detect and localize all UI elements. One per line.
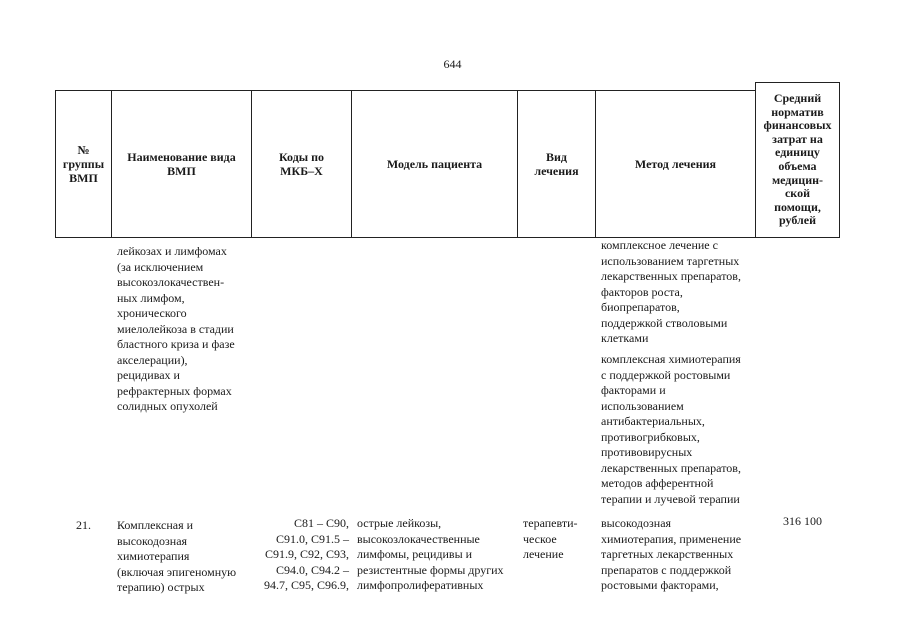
row-21-treatment-method: высокодозная химиотерапия, применение таргетных лекарственных препаратов с поддержкой ростовыми факторами, <box>601 516 742 592</box>
header-treatment-type: Вид лечения <box>534 150 579 178</box>
header-treatment-method: Метод лечения <box>634 157 717 171</box>
continuation-method-2: комплексная химиотерапия с поддержкой ростовыми факторами и использованием антибактериальных, противогрибковых, противовирусных лекарственных препаратов, методов афферентной терапии и лучевой терапии <box>601 352 741 506</box>
continuation-method-1: комплексное лечение с использованием таргетных лекарственных препаратов, факторов роста, биопрепаратов, поддержкой стволовыми клетками <box>601 238 741 345</box>
header-patient-model: Модель пациента <box>386 157 483 171</box>
row-21-patient-model: острые лейкозы, высокозлокачественные лимфомы, рецидивы и резистентные формы других лимфопролиферативных <box>357 516 504 592</box>
row-21-vmp-name: Комплексная и высокодозная химиотерапия (включая эпигеномную терапию) острых <box>117 518 237 594</box>
continuation-vmp-name: лейкозах и лимфомах (за исключением высокозлокачествен- ных лимфом, хронического миелолейкоза в стадии бластного криза и фазе акселерации), рецидивах и рефрактерных формах солидных опухолей <box>117 244 235 413</box>
page-number: 644 <box>443 57 462 71</box>
row-21-number: 21. <box>76 518 91 532</box>
row-21-icd-codes: C81 – C90, C91.0, C91.5 – C91.9, C92, C93, C94.0, C94.2 – 94.7, C95, C96.9, <box>263 516 349 592</box>
col-divider-7 <box>839 82 840 238</box>
row-21-cost: 316 100 <box>783 514 822 528</box>
header-group-number: № группы ВМП <box>62 143 105 185</box>
row-21-treatment-type: терапевти- ческое лечение <box>523 516 578 561</box>
header-vmp-name: Наименование вида ВМП <box>127 150 236 178</box>
header-cost-standard: Средний норматив финансовых затрат на единицу объема медицин- ской помощи, рублей <box>763 91 832 228</box>
header-icd-codes: Коды по МКБ–Х <box>278 150 325 178</box>
